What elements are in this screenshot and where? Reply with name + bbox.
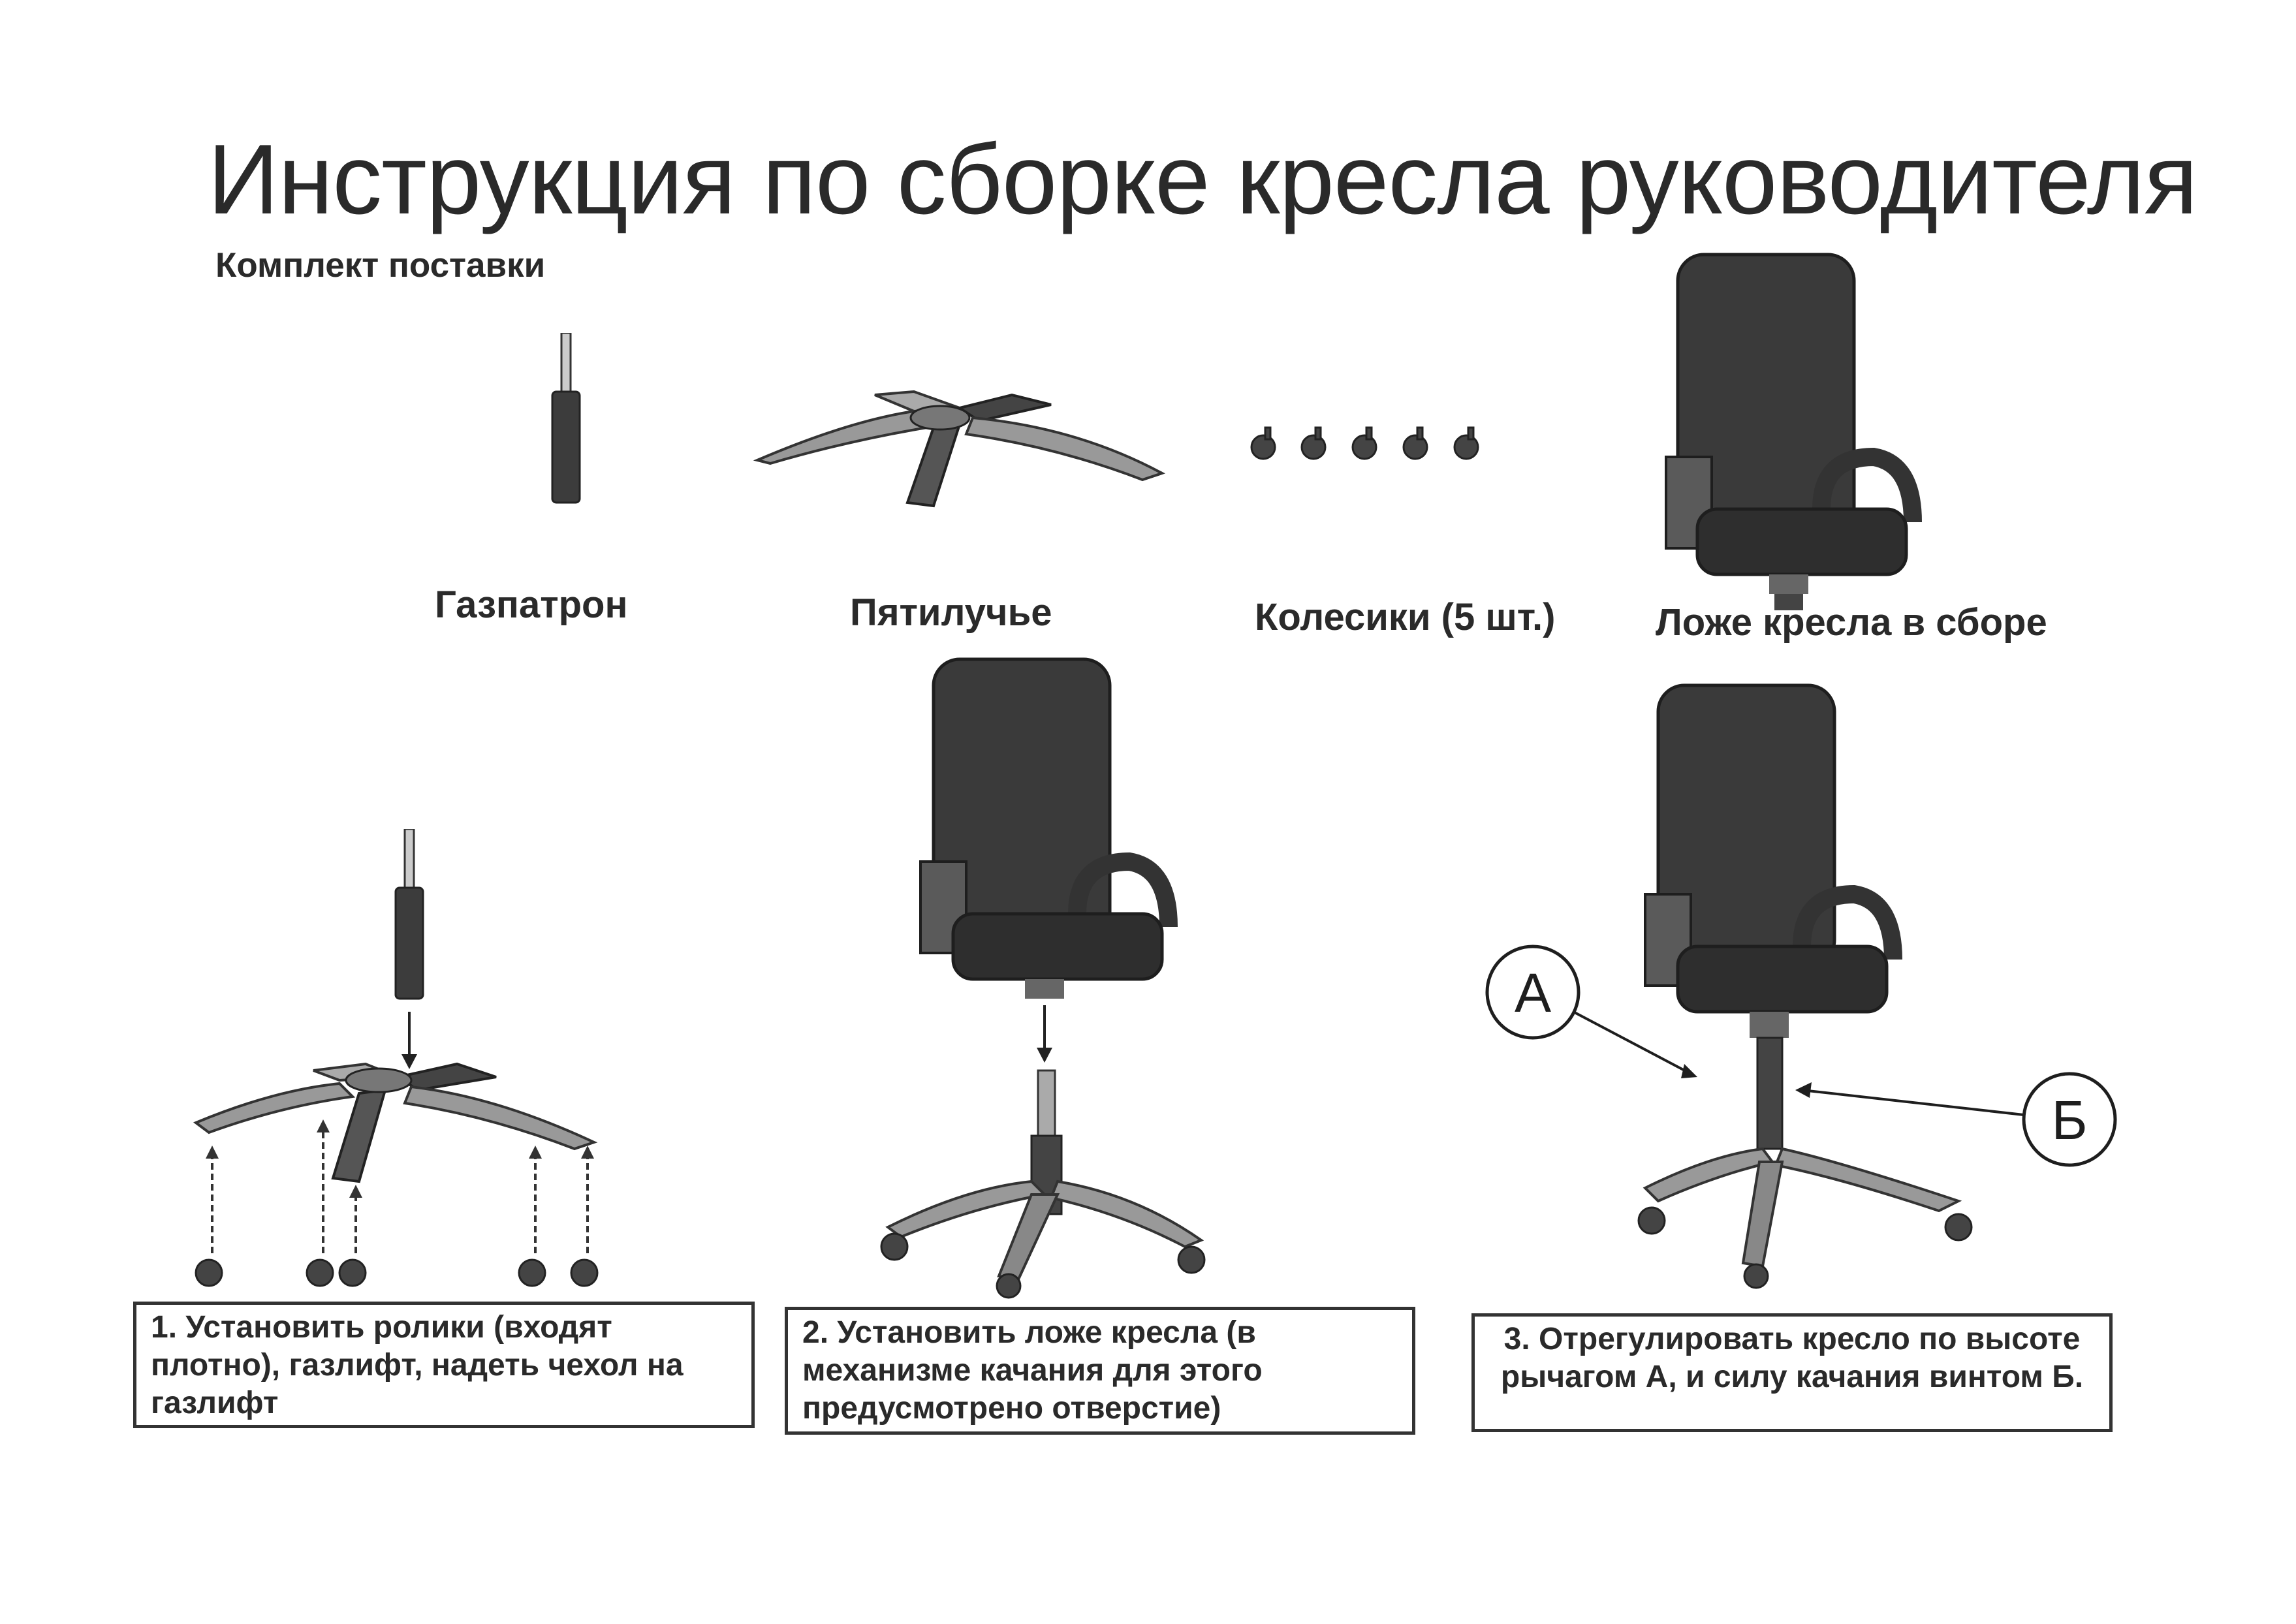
chair-seat-icon xyxy=(1658,248,1945,614)
callout-b-label: Б xyxy=(2051,1089,2088,1151)
step-3-instruction: 3. Отрегулировать кресло по высоте рычагом А, и силу качания винтом Б. xyxy=(1471,1313,2113,1432)
delivery-set-heading: Комплект поставки xyxy=(215,246,546,285)
five-star-base-icon xyxy=(751,382,1169,522)
step3-adjustment-illustration xyxy=(1475,679,2128,1299)
gas-cylinder-icon xyxy=(542,333,594,509)
casters-icon xyxy=(1247,418,1488,470)
part-label-seat: Ложе кресла в сборе xyxy=(1656,601,2047,644)
part-label-gas-cylinder: Газпатрон xyxy=(435,584,628,626)
part-label-base: Пятилучье xyxy=(850,591,1052,634)
step2-assembly-illustration xyxy=(862,653,1227,1299)
step-1-instruction: 1. Установить ролики (входят плотно), газлифт, надеть чехол на газлифт xyxy=(133,1302,755,1428)
page-title: Инструкция по сборке кресла руководителя xyxy=(208,124,2197,235)
part-label-casters: Колесики (5 шт.) xyxy=(1255,596,1556,638)
step-2-instruction: 2. Установить ложе кресла (в механизме качания для этого предусмотрено отверстие) xyxy=(785,1307,1415,1435)
callout-a-label: А xyxy=(1514,962,1552,1023)
step1-assembly-illustration xyxy=(183,829,614,1299)
